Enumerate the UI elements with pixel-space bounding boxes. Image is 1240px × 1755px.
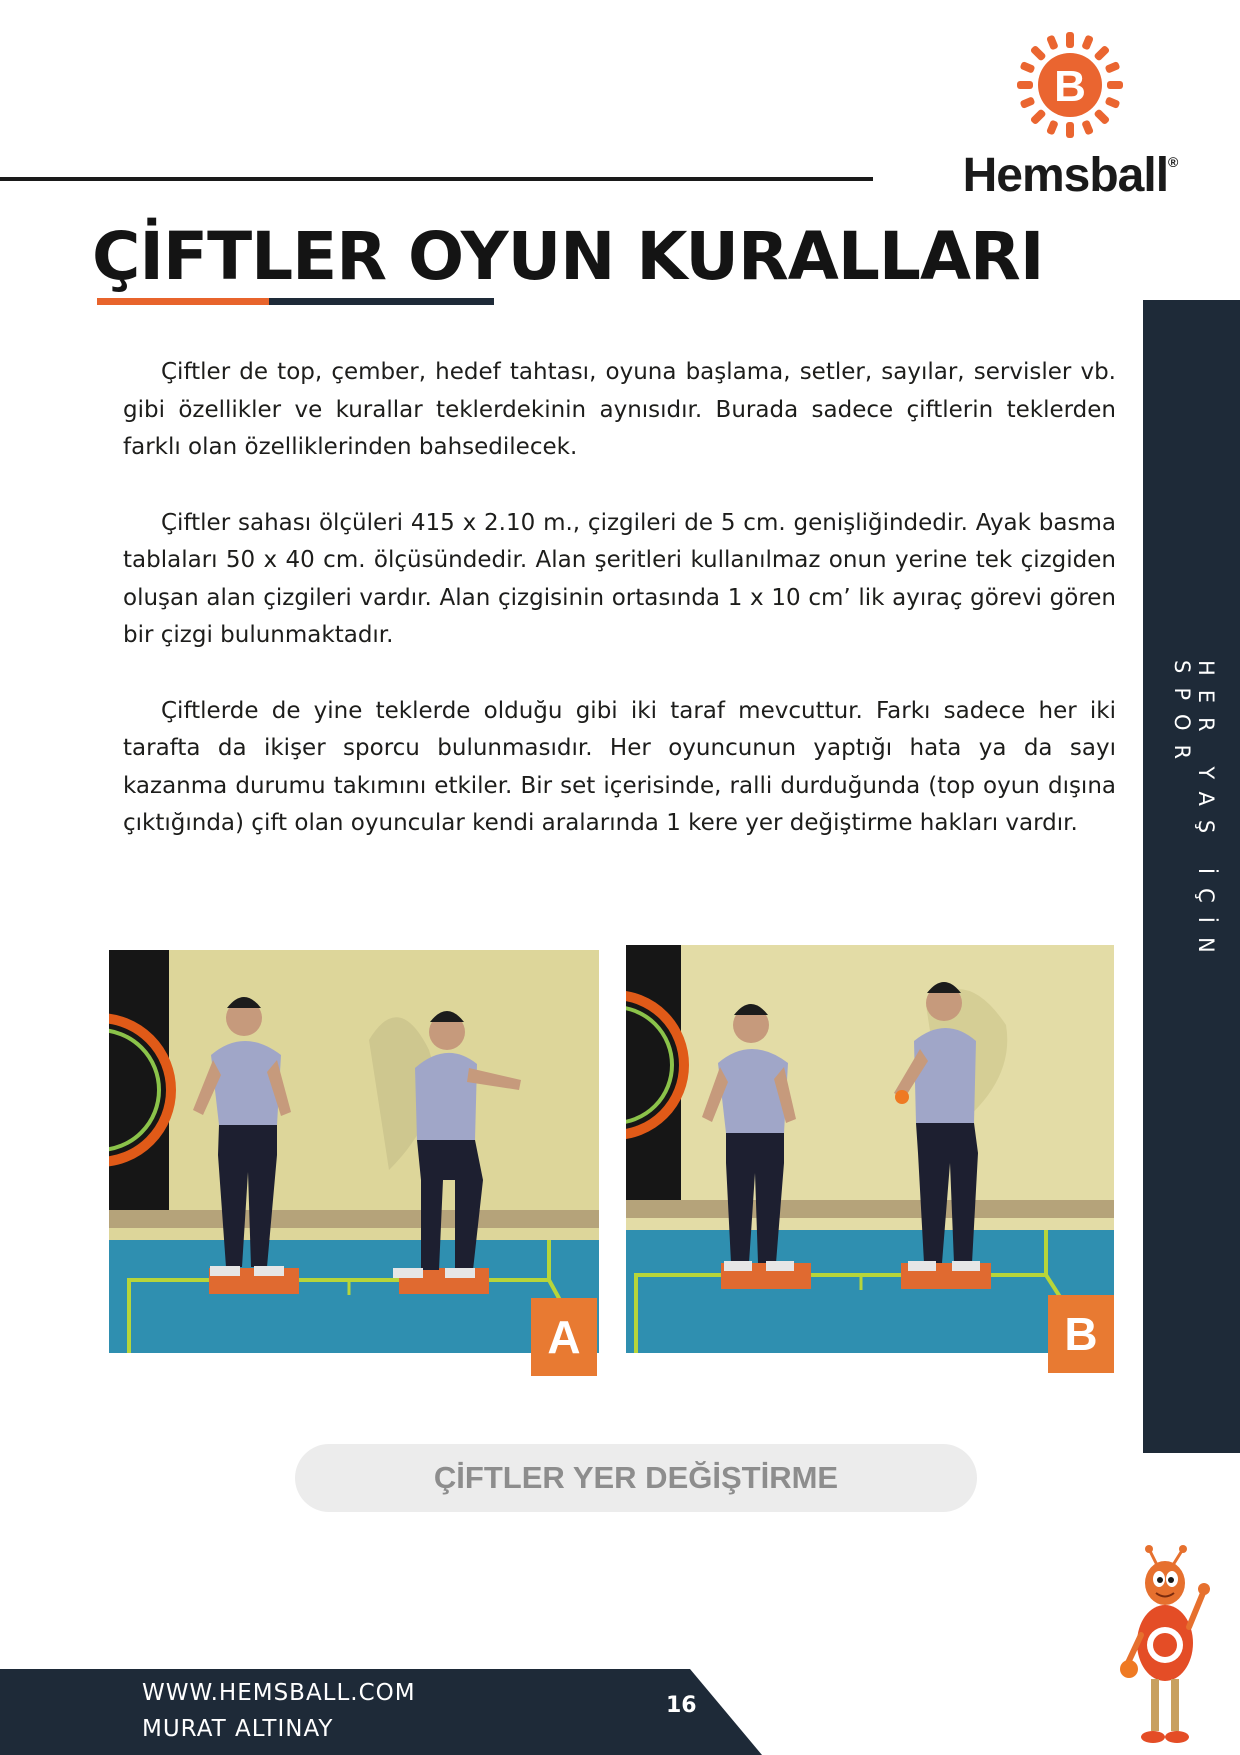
svg-text:B: B	[1054, 62, 1086, 111]
photo-b	[626, 945, 1114, 1353]
body-text	[123, 354, 1116, 881]
photo-b-label: B	[1048, 1295, 1114, 1373]
sun-logo-icon	[1015, 30, 1125, 140]
paragraph: Çiftler sahası ölçüleri 415 x 2.10 m., çizgileri de 5 cm. genişliğindedir. Ayak basma tablaları 50 x 40 cm. ölçüsündedir. Alan şeritleri kullanılmaz onun yerine tek çizgiden oluşan alan çizgileri vardır. Alan çizgisinin ortasında 1 x 10 cm’ lik ayıraç görevi gören bir çizgi bulunmaktadır.	[123, 509, 1116, 648]
paragraph: Çiftler de top, çember, hedef tahtası, oyuna başlama, setler, sayılar, servisler vb. gibi özellikler ve kurallar teklerdekinin aynısıdır. Burada sadece çiftlerin teklerden farklı olan özelliklerinden bahsedilecek.	[123, 359, 1116, 460]
side-slogan: HER YAŞ İÇİN SPOR	[1170, 660, 1218, 967]
header-rule	[0, 177, 873, 181]
title-underline	[269, 298, 494, 305]
title-underline-accent	[97, 298, 269, 305]
brand-wordmark: Hemsball®	[962, 149, 1178, 202]
photo-a-illustration	[109, 950, 599, 1353]
photo-a	[109, 950, 599, 1353]
hemsball-logo	[955, 30, 1185, 200]
page-title: ÇİFTLER OYUN KURALLARI	[92, 218, 1044, 295]
paragraph: Çiftlerde de yine teklerde olduğu gibi iki taraf mevcuttur. Farkı sadece her iki tarafta da ikişer sporcu bulunmasıdır. Her oyuncunun yaptığı hata ya da sayı kazanma durumu takımını etkiler. Bir set içerisinde, ralli durduğunda (top oyun dışına çıktığında) çift olan oyuncular kendi aralarında 1 kere yer değiştirme hakları vardır.	[123, 697, 1116, 836]
photo-caption: ÇİFTLER YER DEĞİŞTİRME	[295, 1444, 977, 1512]
page-number: 16	[666, 1693, 697, 1718]
photo-a-label: A	[531, 1298, 597, 1376]
photo-b-illustration	[626, 945, 1114, 1353]
footer-author: MURAT ALTINAY	[142, 1716, 334, 1742]
footer-website: WWW.HEMSBALL.COM	[142, 1680, 416, 1706]
